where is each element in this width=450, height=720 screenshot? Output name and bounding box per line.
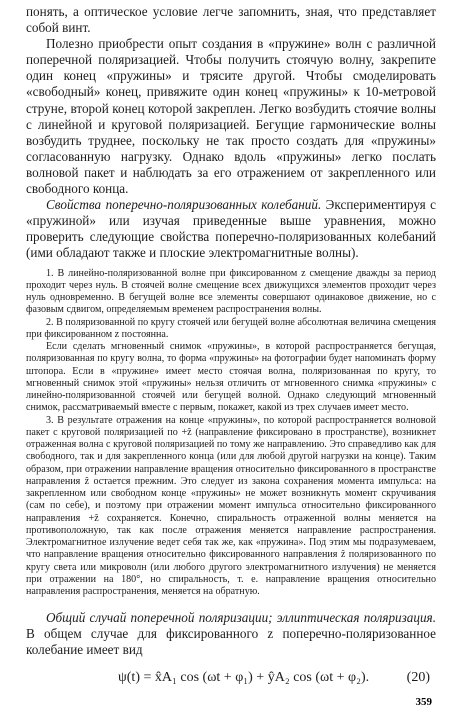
section-heading-elliptic: Общий случай поперечной поляризации; эллиптическая поляризация. (46, 610, 436, 626)
list-item-1: 1. В линейно-поляризованной волне при фиксированном z смещение дважды за период проходит через нуль. В стоячей волне смещение всех движущихся элементов проходит через нуль одновременно. В бегущей волне все элементы совершают одинаковое движение, но с фазовым сдвигом, определяемым временем распространения волны. (26, 267, 436, 316)
paragraph-properties (26, 197, 436, 261)
equation-20 (26, 665, 436, 691)
list-item-2-snapshot: Если сделать мгновенный снимок «пружины», в которой распространяется бегущая, поляризованная по кругу волна, то форма «пружины» на фотографии будет напоминать форму штопора. Если в «пружине» имеет место стоячая волна, поляризованная по кругу, то мгновенный снимок этой «пружины» нельзя отличить от мгновенного снимка «пружины» с линейно-поляризованной стоячей или бегущей волной. Однако следующий мгновенный снимок, рассматриваемый вместе с первым, покажет, какой из трех случаев имеет место. (26, 341, 436, 414)
equation-number: (20) (406, 669, 430, 685)
list-item-2: 2. В поляризованной по кругу стоячей или бегущей волне абсолютная величина смещения при фиксированном z постоянна. (26, 316, 436, 340)
equation-expression: ψ(t) = x̂A₁ cos (ωt + φ₁) + ŷA₂ cos (ωt + φ₂). (118, 669, 370, 685)
paragraph-elliptic (26, 610, 436, 658)
paragraph-elliptic-body: В общем случае для фиксированного z поперечно-поляризованное колебание имеет вид (26, 626, 436, 658)
paragraph-spring-experiment: Полезно приобрести опыт создания в «пружине» волн с различной поперечной поляризацией. Чтобы получить стоячую волну, закрепите один конец «пружины» и трясите другой. Чтобы смоделировать «свободный» конец, привяжите один конец «пружины» к 10-метровой струне, второй конец которой закреплен. Легко возбудить стоячие волны с линейной и круговой поляризацией. Бегущие гармонические волны возбудить труднее, поскольку не так просто создать для «пружины» согласованную нагрузку. Однако вдоль «пружины» легко послать волновой пакет и наблюдать за его отражением от закрепленного или свободного конца. (26, 36, 436, 197)
paragraph-continuation: понять, а оптическое условие легче запомнить, зная, что представляет собой винт. (26, 4, 436, 36)
list-item-3: 3. В результате отражения на конце «пружины», по которой распространяется волновой пакет с круговой поляризацией по +ẑ (направление фиксировано в пространстве), возникнет отраженная волна с круговой поляризацией по тому же направлению. Это справедливо как для свободного, так и для закрепленного конца (или для любой другой нагрузки на конце). Таким образом, при отражении направление вращения относительно фиксированного в пространстве направления ẑ остается прежним. Это следует из закона сохранения момента импульса: на закрепленном или свободном конце «пружины» не может возникнуть момент скручивания (сам по себе), и поэтому при отражении момент импульса относительно фиксированного направления +ẑ сохраняется. Конечно, спиральность отраженной волны меняется на противоположную, так как после отражения меняется направление распространения. Электромагнитное излучение ведет себя так же, как «пружина». Под этим мы подразумеваем, что направление вращения относительно фиксированного направления ẑ поляризованного по кругу света или микроволн (или любого другого электромагнитного излучения) не меняется при отражении на 180°, но спиральность, т. е. направление вращения относительно направления распространения, меняется на обратную. (26, 414, 436, 597)
section-heading-properties: Свойства поперечно-поляризованных колебаний. (46, 197, 322, 213)
paragraph-properties-body: Экспериментируя с «пружиной» или изучая приведенные выше уравнения, можно проверить следующие свойства поперечно-поляризованных колебаний (ими обладают также и плоские электромагнитные волны). (26, 197, 436, 261)
page-number: 359 (415, 696, 432, 708)
